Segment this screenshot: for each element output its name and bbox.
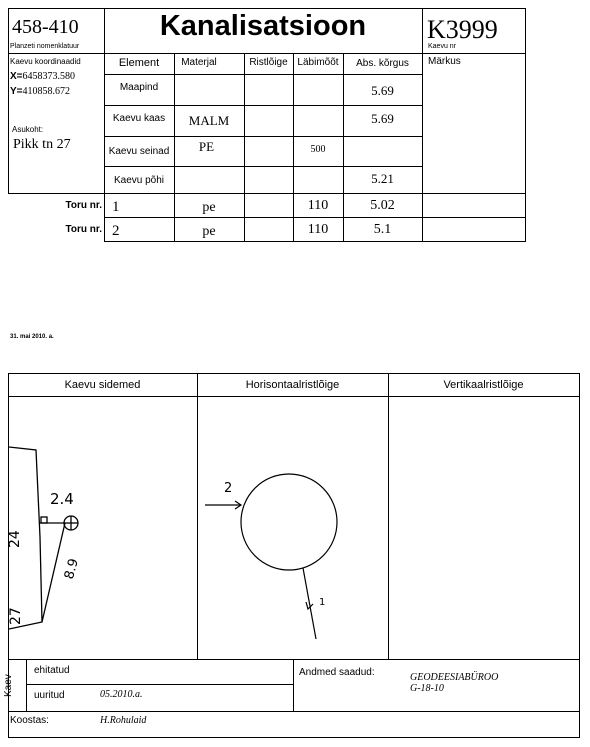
address-label: Asukoht: <box>12 125 44 134</box>
row-elevation: 5.69 <box>371 83 394 98</box>
y-value: 410858.672 <box>22 86 71 97</box>
side-label: Kaev <box>3 674 14 697</box>
source-value: GEODEESIABÜROO <box>410 672 499 683</box>
row-elevation: 5.69 <box>371 111 394 126</box>
y-coordinate <box>10 86 70 97</box>
well-id-label: Kaevu nr <box>428 43 457 50</box>
row-material: PE <box>198 139 215 154</box>
well-id: K3999 <box>427 15 498 44</box>
author-label: Koostas: <box>10 715 49 726</box>
page-title: Kanalisatsioon <box>159 10 367 42</box>
measured-label: uuritud <box>34 690 65 701</box>
pipe-number-label: 1 <box>319 597 326 608</box>
horizontal-section-sketch <box>198 397 388 659</box>
pipe-diameter: 110 <box>307 222 329 237</box>
col-horizontal-section: Horisontaalristlõige <box>245 379 340 391</box>
date-line: 31. mai 2010. a. <box>10 334 54 340</box>
source-value: G-18-10 <box>410 683 444 694</box>
pipe-elevation: 5.02 <box>370 198 395 213</box>
tie-label: 8.9 <box>62 557 82 581</box>
well-ties-sketch <box>9 397 197 659</box>
pipe-diameter: 110 <box>307 198 329 213</box>
header-diameter: Läbimõõt <box>297 57 339 68</box>
measured-value: 05.2010.a. <box>100 689 143 700</box>
x-coordinate <box>10 71 75 82</box>
row-element: Kaevu kaas <box>112 113 166 124</box>
header-elevation: Abs. kõrgus <box>356 58 409 69</box>
sheet-number: 458-410 <box>12 16 79 38</box>
row-element: Kaevu põhi <box>113 175 165 186</box>
row-elevation: 5.21 <box>371 171 394 186</box>
header-remarks: Märkus <box>428 56 461 67</box>
well-outline <box>241 474 337 570</box>
pipe-material: pe <box>202 224 216 239</box>
pipe-number-label: 2 <box>224 481 233 496</box>
built-label: ehitatud <box>34 665 70 676</box>
col-well-ties: Kaevu sidemed <box>64 379 141 391</box>
row-element: Kaevu seinad <box>108 146 170 157</box>
header-section: Ristlõige <box>249 57 288 68</box>
pipe-number: 2 <box>112 223 120 239</box>
col-vertical-section: Vertikaalristlõige <box>443 379 524 391</box>
pipe-elevation: 5.1 <box>373 222 392 237</box>
row-element: Maapind <box>119 82 159 93</box>
tie-line-diagonal <box>42 523 65 622</box>
pipe-number: 1 <box>112 199 120 215</box>
x-value: 6458373.580 <box>22 71 76 82</box>
sheet-number-label: Planzeti nomenklatuur <box>10 43 80 50</box>
coordinates-label: Kaevu koordinaadid <box>10 57 81 66</box>
row-diameter: 500 <box>310 144 326 155</box>
header-element: Element <box>118 57 160 69</box>
address-value: Pikk tn 27 <box>13 137 71 152</box>
pipe-material: pe <box>202 200 216 215</box>
pipe-line <box>303 568 316 639</box>
source-label: Andmed saadud: <box>299 667 375 678</box>
pipe-label: Toru nr. <box>65 224 102 235</box>
header-material: Materjal <box>181 57 217 68</box>
author-value: H.Rohulaid <box>100 715 147 726</box>
pipe-label: Toru nr. <box>65 200 102 211</box>
tie-label: 24 <box>7 530 23 548</box>
row-material: MALM <box>188 113 230 128</box>
tie-label: 2.4 <box>50 490 74 508</box>
right-angle-mark <box>41 517 47 523</box>
x-label: X= <box>10 71 23 82</box>
tie-label: 27 <box>8 607 24 625</box>
y-label: Y= <box>10 86 23 97</box>
